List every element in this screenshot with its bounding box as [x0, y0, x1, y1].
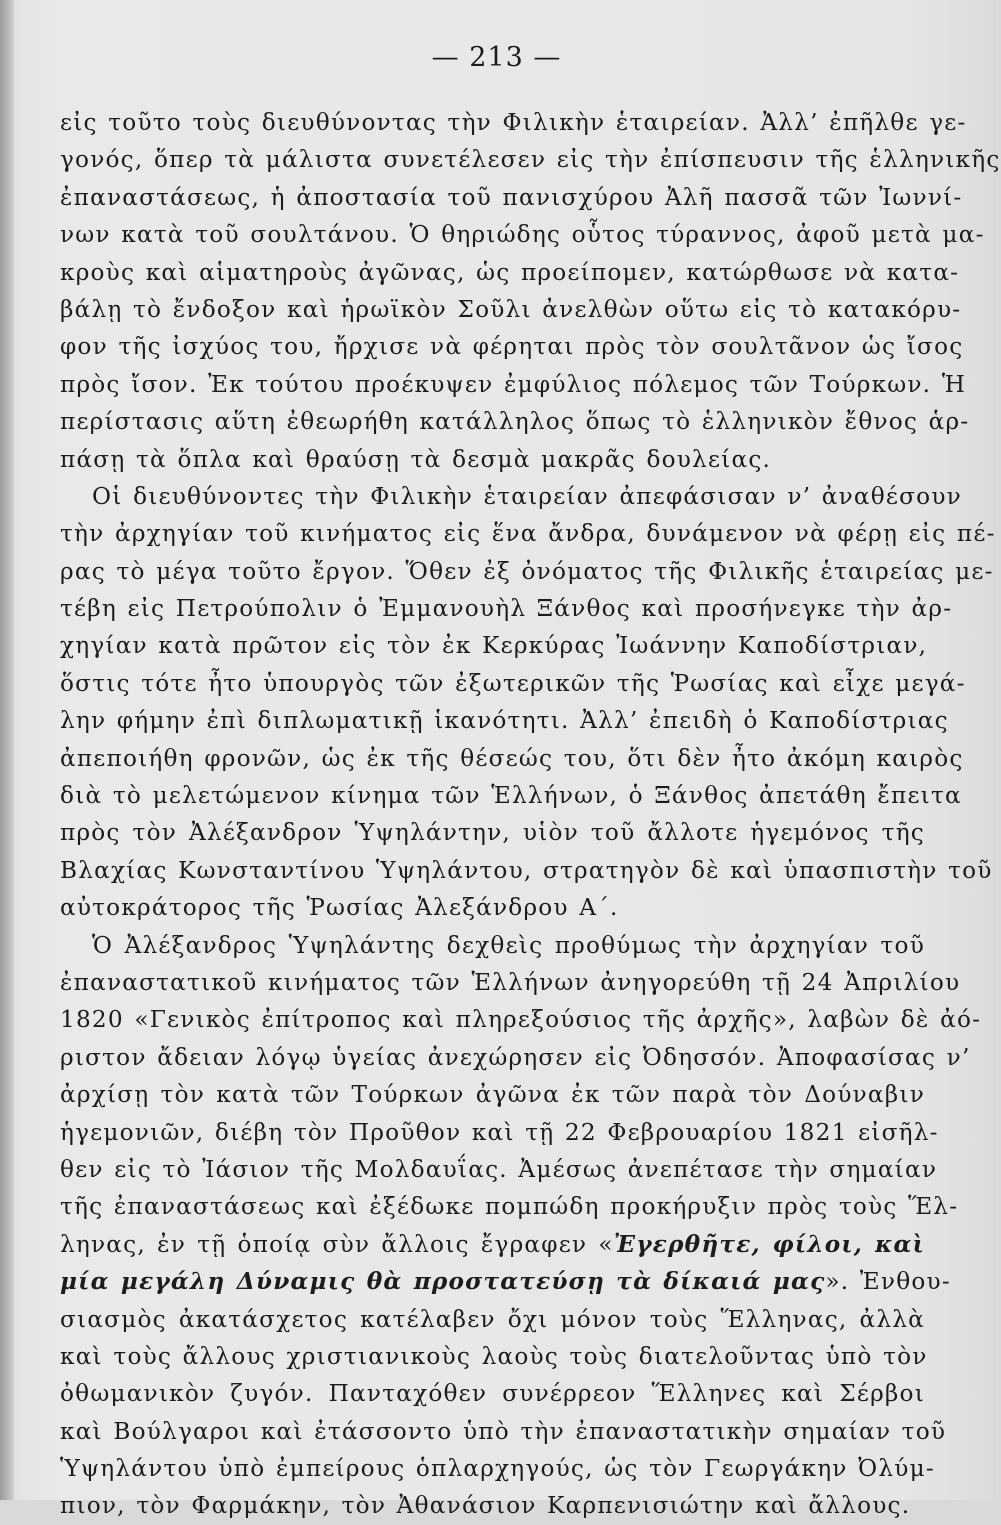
- line-text: ἡγεμονιῶν, διέβη τὸν Προῦθον καὶ τῇ 22 Φεβρουαρίου 1821 εἰσῆλ-: [60, 1118, 939, 1146]
- text-line: [60, 1263, 951, 1300]
- text-line: [60, 665, 966, 702]
- text-line: [60, 590, 953, 627]
- line-text-after: ». Ἐνθου-: [825, 1268, 951, 1296]
- text-line: [60, 478, 962, 515]
- body-text: [60, 104, 1001, 1525]
- text-line: [60, 441, 925, 478]
- text-line: [60, 1151, 938, 1188]
- text-line: [60, 553, 994, 590]
- line-text: Ὑψηλάντου ὑπὸ ἐμπείρους ὁπλαρχηγούς, ὡς τὸν Γεωργάκην Ὀλύμ-: [60, 1455, 935, 1483]
- text-line: [60, 515, 996, 552]
- emphasized-quote: μία μεγάλη Δύναμις θὰ προστατεύσῃ τὰ δίκαιά μας: [60, 1268, 826, 1296]
- text-line: [60, 927, 925, 964]
- text-line: [60, 104, 967, 141]
- line-text: ὅστις τότε ἦτο ὑπουργὸς τῶν ἐξωτερικῶν τῆς Ῥωσίας καὶ εἶχε μεγά-: [60, 669, 966, 697]
- line-text: περίστασις αὕτη ἐθεωρήθη κατάλληλος ὅπως τὸ ἑλληνικὸν ἔθνος ἁρ-: [60, 408, 970, 436]
- text-line: [60, 179, 963, 216]
- text-line: [60, 1375, 925, 1412]
- text-line: [60, 964, 961, 1001]
- line-text: τὴν ἀρχηγίαν τοῦ κινήματος εἰς ἕνα ἄνδρα, δυνάμενον νὰ φέρῃ εἰς πέ-: [60, 520, 996, 548]
- line-text: ἐπαναστάσεως, ἡ ἀποστασία τοῦ πανισχύρου Ἀλῆ πασσᾶ τῶν Ἰωννί-: [60, 183, 963, 211]
- text-line: [60, 814, 925, 851]
- line-text: βάλῃ τὸ ἔνδοξον καὶ ἡρωϊκὸν Σοῦλι ἀνελθὼν οὕτω εἰς τὸ κατακόρυ-: [60, 295, 962, 323]
- text-line: [60, 1039, 971, 1076]
- line-text: Βλαχίας Κωνσταντίνου Ὑψηλάντου, στρατηγὸν δὲ καὶ ὑπασπιστὴν τοῦ: [60, 856, 993, 884]
- text-line: [60, 889, 925, 926]
- line-text: Οἱ διευθύνοντες τὴν Φιλικὴν ἑταιρείαν ἀπεφάσισαν ν’ ἀναθέσουν: [92, 482, 962, 510]
- text-line: [60, 1450, 935, 1487]
- binding-gutter: [0, 0, 14, 1500]
- line-text: τέβη εἰς Πετρούπολιν ὁ Ἐμμανουὴλ Ξάνθος καὶ προσήνεγκε τὴν ἀρ-: [60, 595, 953, 623]
- line-text: πιον, τὸν Φαρμάκην, τὸν Ἀθανάσιον Καρπενισιώτην καὶ ἄλλους.: [60, 1492, 911, 1520]
- line-text: θεν εἰς τὸ Ἰάσιον τῆς Μολδαυΐας. Ἀμέσως ἀνεπέτασε τὴν σημαίαν: [60, 1155, 938, 1183]
- text-line: [60, 403, 970, 440]
- text-line: [60, 1338, 928, 1375]
- line-text: ἐπαναστατικοῦ κινήματος τῶν Ἑλλήνων ἀνηγορεύθη τῇ 24 Ἀπριλίου: [60, 968, 961, 996]
- text-line: [60, 627, 928, 664]
- line-text: καὶ τοὺς ἄλλους χριστιανικοὺς λαοὺς τοὺς διατελοῦντας ὑπὸ τὸν: [60, 1342, 928, 1370]
- line-text: πρὸς τὸν Ἀλέξανδρον Ὑψηλάντην, υἱὸν τοῦ ἄλλοτε ἡγεμόνος τῆς: [60, 819, 925, 847]
- line-text: Ὁ Ἀλέξανδρος Ὑψηλάντης δεχθεὶς προθύμως τὴν ἀρχηγίαν τοῦ: [92, 931, 925, 959]
- line-text: ληνας, ἐν τῇ ὁποίᾳ σὺν ἄλλοις ἔγραφεν «: [60, 1230, 614, 1258]
- text-line: [60, 216, 985, 253]
- line-text: λην φήμην ἐπὶ διπλωματικῇ ἱκανότητι. Ἀλλ’ ἐπειδὴ ὁ Καποδίστριας: [60, 707, 949, 735]
- text-line: [60, 328, 964, 365]
- text-line: [60, 1188, 959, 1225]
- text-line: [60, 852, 993, 889]
- line-text: διὰ τὸ μελετώμενον κίνημα τῶν Ἑλλήνων, ὁ Ξάνθος ἀπετάθη ἔπειτα: [60, 782, 962, 810]
- line-text: χηγίαν κατὰ πρῶτον εἰς τὸν ἐκ Κερκύρας Ἰωάννην Καποδίστριαν,: [60, 632, 928, 660]
- text-line: [60, 1487, 925, 1524]
- text-line: [60, 1114, 939, 1151]
- line-text: καὶ Βούλγαροι καὶ ἐτάσσοντο ὑπὸ τὴν ἐπαναστατικὴν σημαίαν τοῦ: [60, 1417, 947, 1445]
- line-text: ρας τὸ μέγα τοῦτο ἔργον. Ὅθεν ἐξ ὀνόματος τῆς Φιλικῆς ἑταιρείας με-: [60, 557, 994, 585]
- text-line: [60, 1001, 982, 1038]
- line-text: ὀθωμανικὸν ζυγόν. Πανταχόθεν συνέρρεον Ἕλληνες καὶ Σέρβοι: [60, 1380, 925, 1408]
- line-text: ριστον ἄδειαν λόγῳ ὑγείας ἀνεχώρησεν εἰς Ὀδησσόν. Ἀποφασίσας ν’: [60, 1043, 971, 1071]
- line-text: αὐτοκράτορος τῆς Ῥωσίας Ἀλεξάνδρου Α΄.: [60, 894, 619, 922]
- line-text: νων κατὰ τοῦ σουλτάνου. Ὁ θηριώδης οὗτος τύραννος, ἀφοῦ μετὰ μα-: [60, 221, 985, 249]
- line-text: εἰς τοῦτο τοὺς διευθύνοντας τὴν Φιλικὴν ἑταιρείαν. Ἀλλ’ ἐπῆλθε γε-: [60, 109, 967, 136]
- text-line: [60, 740, 964, 777]
- text-line: [60, 1413, 947, 1450]
- line-text: φον τῆς ἰσχύος του, ἤρχισε νὰ φέρηται πρὸς τὸν σουλτᾶνον ὡς ἴσος: [60, 333, 964, 361]
- text-line: [60, 141, 1001, 178]
- text-line: [60, 1226, 925, 1263]
- line-text: ἀρχίσῃ τὸν κατὰ τῶν Τούρκων ἀγῶνα ἐκ τῶν παρὰ τὸν Δούναβιν: [60, 1081, 925, 1109]
- text-line: [60, 702, 949, 739]
- text-line: [60, 1301, 925, 1338]
- text-line: [60, 291, 962, 328]
- line-text: κροὺς καὶ αἱματηροὺς ἀγῶνας, ὡς προείπομεν, κατώρθωσε νὰ κατα-: [60, 258, 960, 286]
- text-line: [60, 1076, 925, 1113]
- line-text: 1820 «Γενικὸς ἐπίτροπος καὶ πληρεξούσιος τῆς ἀρχῆς», λαβὼν δὲ ἀό-: [60, 1006, 982, 1034]
- line-text: σιασμὸς ἀκατάσχετος κατέλαβεν ὄχι μόνον τοὺς Ἕλληνας, ἀλλὰ: [60, 1305, 925, 1333]
- page-number: — 213 —: [431, 42, 562, 73]
- line-text: πρὸς ἴσον. Ἐκ τούτου προέκυψεν ἐμφύλιος πόλεμος τῶν Τούρκων. Ἡ: [60, 370, 967, 398]
- text-line: [60, 366, 967, 403]
- line-text: ἀπεποιήθη φρονῶν, ὡς ἐκ τῆς θέσεώς του, ὅτι δὲν ἦτο ἀκόμη καιρὸς: [60, 744, 964, 772]
- text-line: [60, 254, 960, 291]
- emphasized-quote: Ἐγερθῆτε, φίλοι, καὶ: [613, 1230, 926, 1258]
- text-line: [60, 777, 962, 814]
- line-text: γονός, ὅπερ τὰ μάλιστα συνετέλεσεν εἰς τὴν ἐπίσπευσιν τῆς ἑλληνικῆς: [60, 146, 1001, 174]
- line-text: τῆς ἐπαναστάσεως καὶ ἐξέδωκε πομπώδη προκήρυξιν πρὸς τοὺς Ἕλ-: [60, 1193, 959, 1221]
- line-text: πάσῃ τὰ ὅπλα καὶ θραύσῃ τὰ δεσμὰ μακρᾶς δουλείας.: [60, 445, 772, 473]
